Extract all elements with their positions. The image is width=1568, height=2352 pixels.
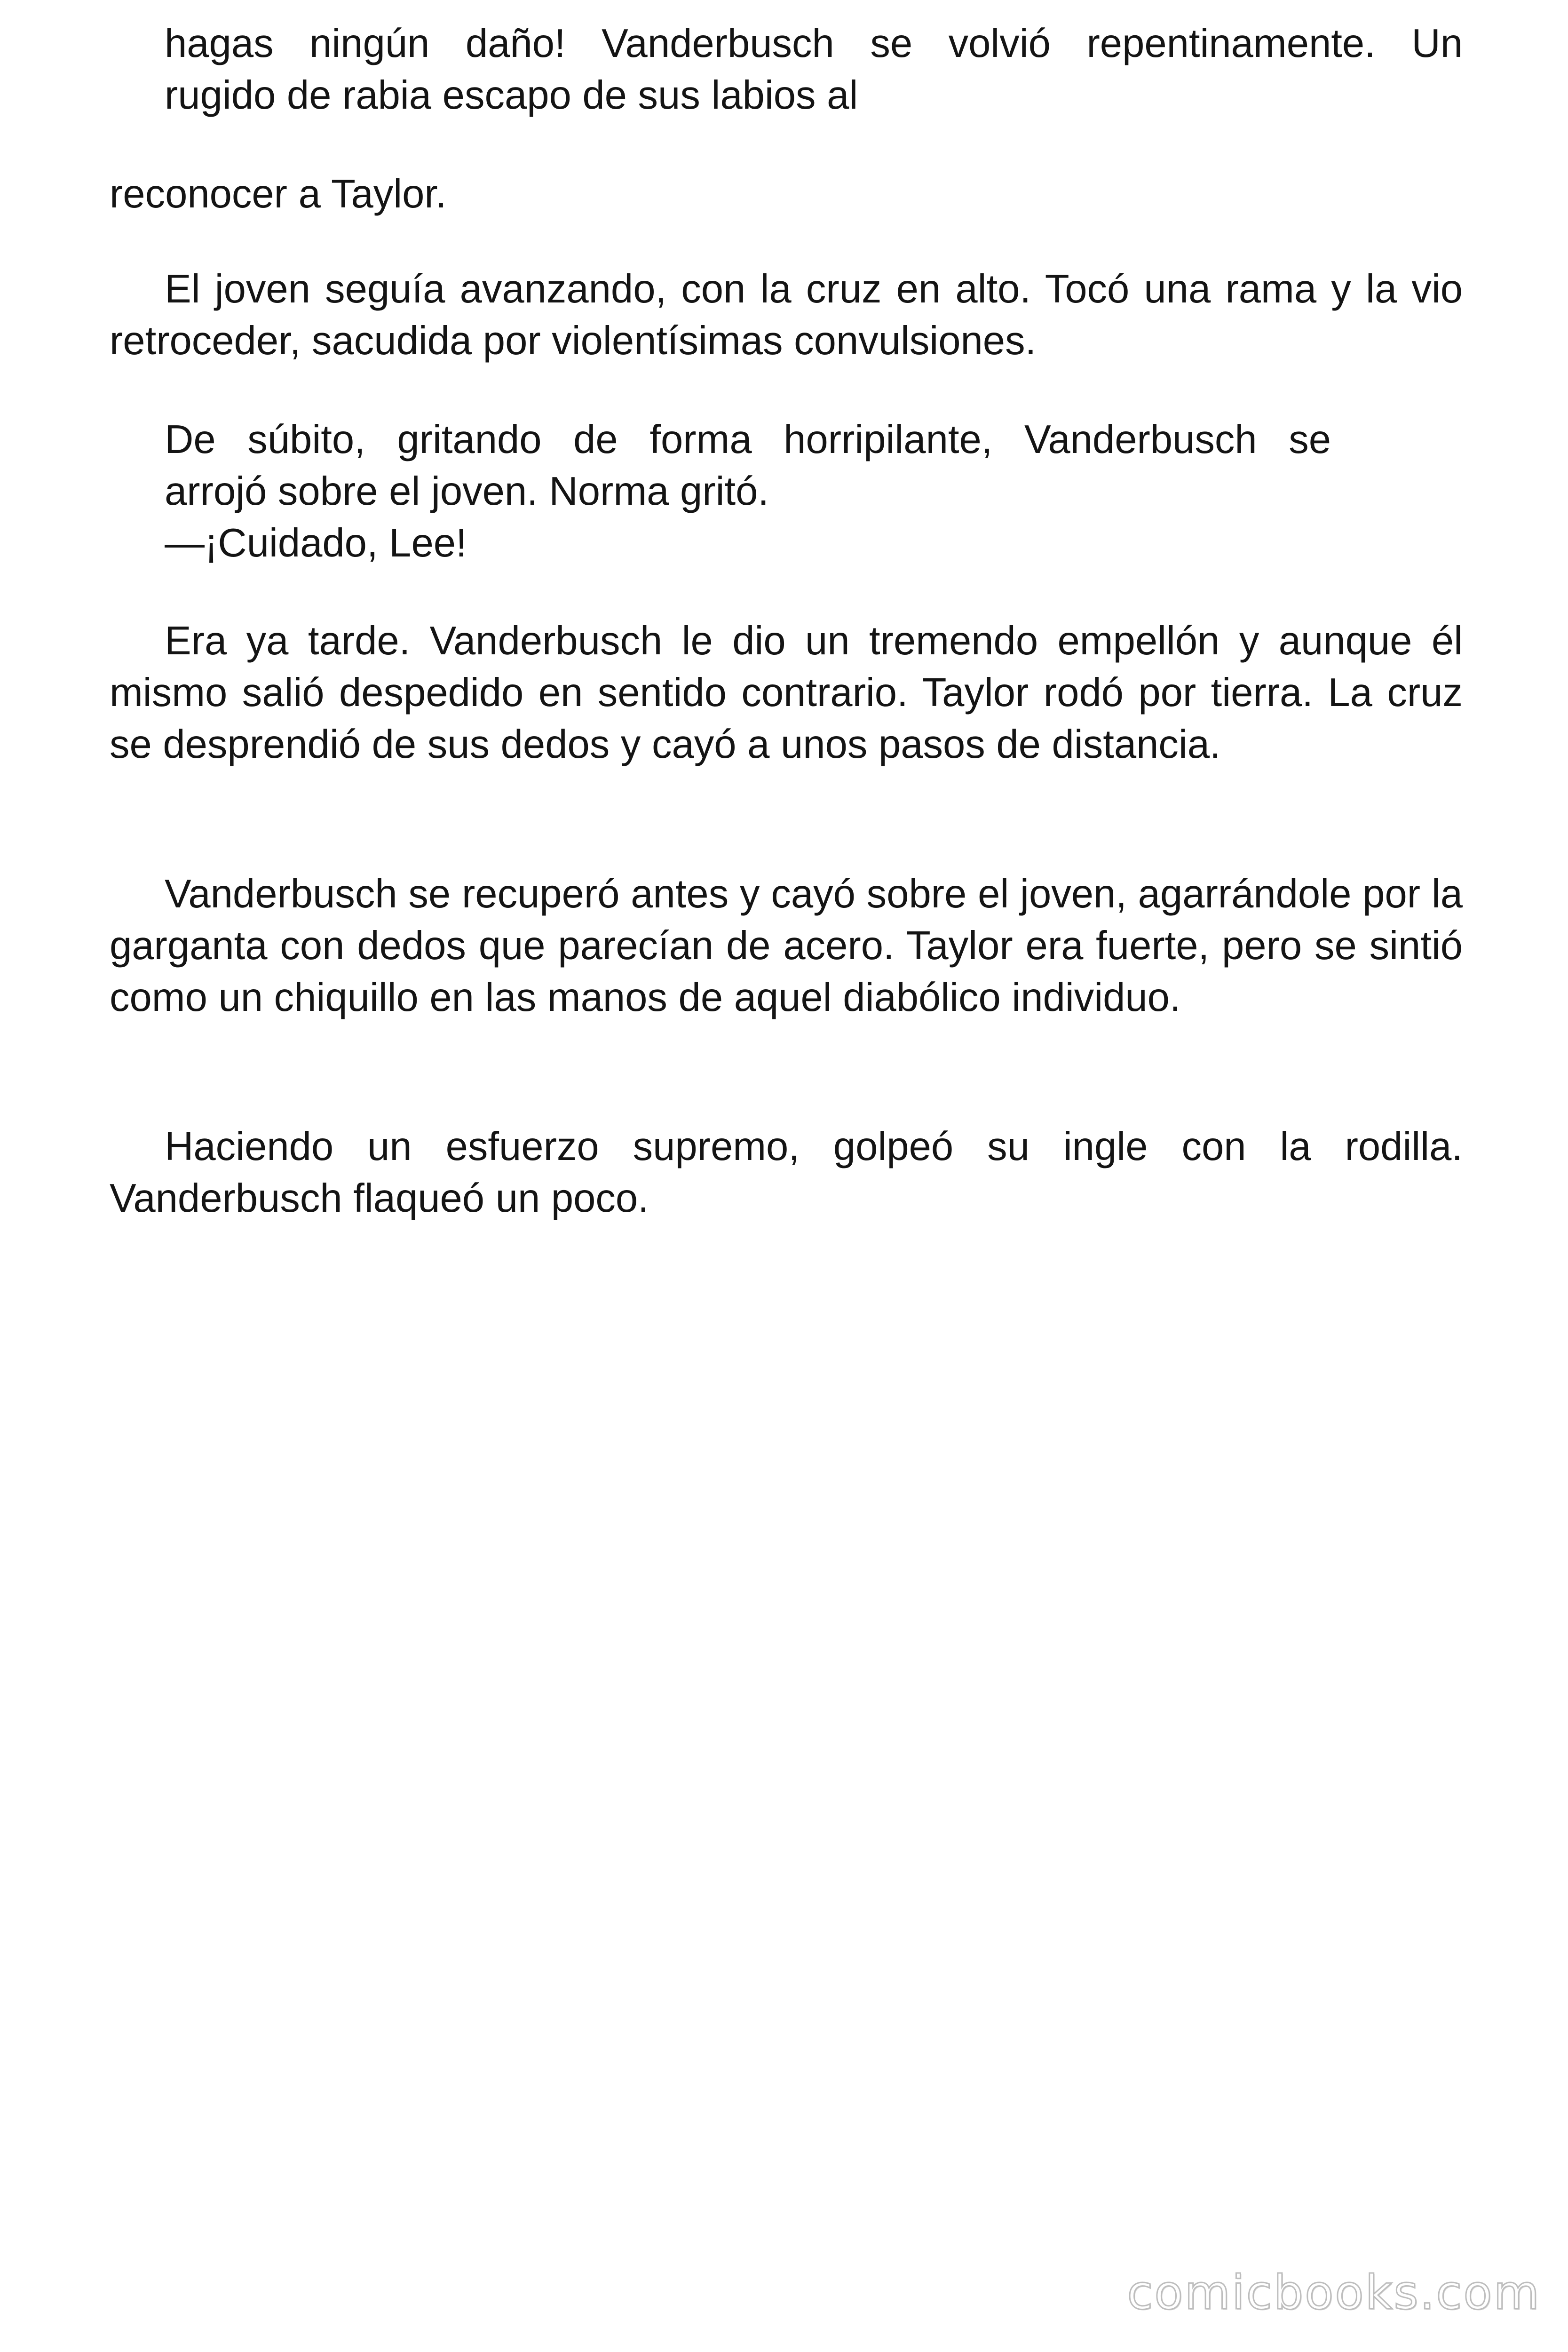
watermark-logo: comicbooks.com — [1127, 2265, 1541, 2320]
paragraph-4-line-3: —¡Cuidado, Lee! — [165, 521, 467, 565]
paragraph-6: Vanderbusch se recuperó antes y cayó sobre el joven, agarrándole por la garganta con dedos que parecían de acero. Taylor era fuerte, pero se sintió como un chiquillo en las manos de aquel diabólico individuo. — [110, 872, 1463, 1020]
paragraph-1 — [165, 18, 1463, 121]
paragraph-4-line-2: arrojó sobre el joven. Norma gritó. — [165, 469, 769, 514]
paragraph-4-line-1: De súbito, gritando de forma horripilante, Vanderbusch se — [165, 417, 1331, 462]
paragraph-1-line-1: hagas ningún daño! Vanderbusch se volvió repentinamente. Un — [165, 21, 1463, 66]
paragraph-5: Era ya tarde. Vanderbusch le dio un tremendo empellón y aunque él mismo salió despedido en sentido contrario. Taylor rodó por tierra. La cruz se desprendió de sus dedos y cayó a unos pasos de distancia. — [110, 619, 1463, 767]
paragraph-3: El joven seguía avanzando, con la cruz en alto. Tocó una rama y la vio retroceder, sacudida por violentísimas convulsiones. — [110, 267, 1463, 363]
paragraph-7: Haciendo un esfuerzo supremo, golpeó su ingle con la rodilla. Vanderbusch flaqueó un poco. — [110, 1124, 1463, 1221]
paragraph-4 — [165, 414, 1331, 569]
paragraph-1-line-2: rugido de rabia escapo de sus labios al — [165, 73, 858, 118]
paragraph-2: reconocer a Taylor. — [110, 172, 447, 216]
